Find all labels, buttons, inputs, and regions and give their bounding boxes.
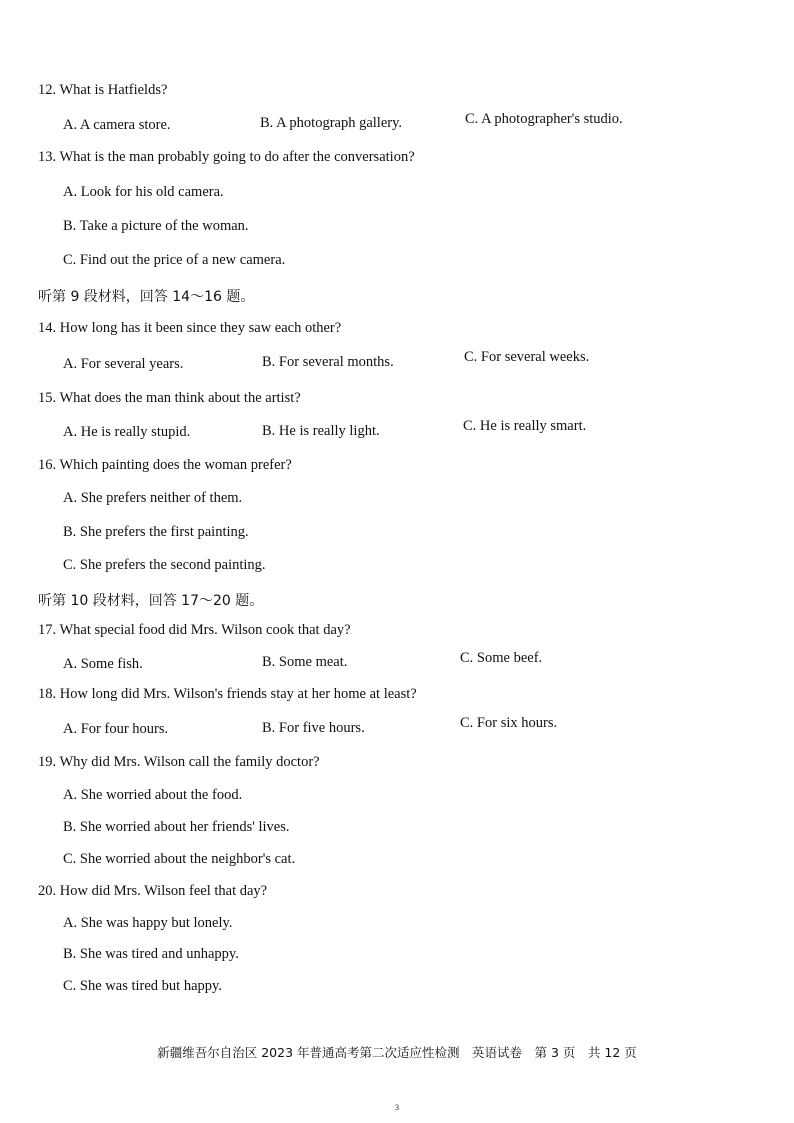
- question-13-option-a: A. Look for his old camera.: [63, 184, 224, 200]
- question-12-option-b: B. A photograph gallery.: [260, 115, 403, 131]
- question-17-option-b: B. Some meat.: [262, 654, 348, 670]
- question-15-option-b: B. He is really light.: [262, 423, 380, 439]
- question-20-option-b: B. She was tired and unhappy.: [63, 946, 239, 962]
- question-17-stem: 17. What special food did Mrs. Wilson cook that day?: [38, 622, 351, 638]
- question-16-stem: 16. Which painting does the woman prefer?: [38, 457, 292, 473]
- question-15-option-c: C. He is really smart.: [463, 418, 587, 434]
- question-19-option-b: B. She worried about her friends' lives.: [63, 819, 290, 835]
- question-12-option-a: A. A camera store.: [63, 117, 171, 133]
- question-20-option-a: A. She was happy but lonely.: [63, 915, 233, 931]
- question-17-option-c: C. Some beef.: [460, 650, 543, 666]
- question-16-option-a: A. She prefers neither of them.: [63, 490, 243, 506]
- question-20-stem: 20. How did Mrs. Wilson feel that day?: [38, 883, 268, 899]
- question-19-option-a: A. She worried about the food.: [63, 787, 243, 803]
- question-18-option-b: B. For five hours.: [262, 720, 365, 736]
- question-16-option-b: B. She prefers the first painting.: [63, 524, 249, 540]
- question-14-option-a: A. For several years.: [63, 356, 184, 372]
- page-footer: 新疆维吾尔自治区 2023 年普通高考第二次适应性检测 英语试卷 第 3 页 共 12 页: [157, 1045, 637, 1060]
- question-15-option-a: A. He is really stupid.: [63, 424, 191, 440]
- section-10-instruction: 听第 10 段材料，回答 17～20 题。: [38, 593, 264, 609]
- question-16-option-c: C. She prefers the second painting.: [63, 557, 266, 573]
- question-18-option-c: C. For six hours.: [460, 715, 558, 731]
- question-14-stem: 14. How long has it been since they saw each other?: [38, 320, 342, 336]
- question-15-stem: 15. What does the man think about the artist?: [38, 390, 301, 406]
- question-13-option-c: C. Find out the price of a new camera.: [63, 252, 286, 268]
- section-9-instruction: 听第 9 段材料，回答 14～16 题。: [38, 289, 255, 305]
- page-number: 3: [395, 1103, 399, 1112]
- question-13-option-b: B. Take a picture of the woman.: [63, 218, 249, 234]
- question-13-stem: 13. What is the man probably going to do after the conversation?: [38, 149, 415, 165]
- question-18-option-a: A. For four hours.: [63, 721, 169, 737]
- question-17-option-a: A. Some fish.: [63, 656, 143, 672]
- question-12-option-c: C. A photographer's studio.: [465, 111, 623, 127]
- question-19-stem: 19. Why did Mrs. Wilson call the family doctor?: [38, 754, 320, 770]
- question-12-stem: 12. What is Hatfields?: [38, 82, 168, 98]
- question-18-stem: 18. How long did Mrs. Wilson's friends stay at her home at least?: [38, 686, 417, 702]
- question-20-option-c: C. She was tired but happy.: [63, 978, 222, 994]
- question-19-option-c: C. She worried about the neighbor's cat.: [63, 851, 296, 867]
- question-14-option-c: C. For several weeks.: [464, 349, 590, 365]
- question-14-option-b: B. For several months.: [262, 354, 394, 370]
